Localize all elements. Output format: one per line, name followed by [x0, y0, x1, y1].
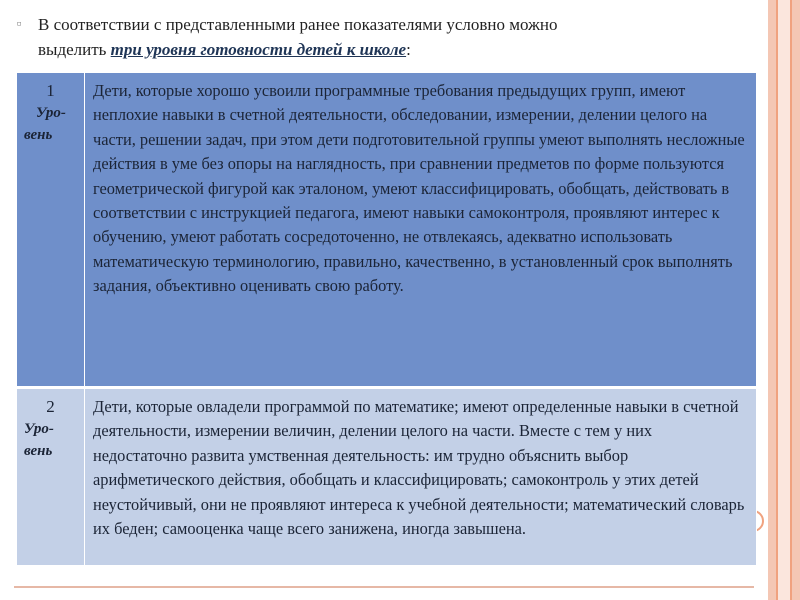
level-word-part1: Уро-	[24, 421, 54, 437]
intro-line-2	[38, 37, 738, 62]
intro-suffix: :	[406, 40, 411, 59]
level-word-part2: вень	[24, 443, 53, 459]
intro-paragraph	[16, 12, 738, 62]
table-row	[17, 388, 757, 566]
intro-line-1: В соответствии с представленными ранее показателями условно можно	[38, 15, 558, 34]
level-cell	[17, 388, 85, 566]
bullet-icon: ▫	[16, 17, 22, 32]
level-word-part2: вень	[24, 127, 53, 143]
level-number: 2	[46, 397, 55, 416]
level-description: Дети, которые овладели программой по математике; имеют определенные навыки в счетной деятельности, измерении величин, делении целого на части. Вместе с тем у них недостаточно развита умственная деятельность: им трудно объяснить выбор арифметического действия, обобщать и классифицировать; самоконтроль у этих детей неустойчивый, они не проявляют интереса к учебной деятельности; математический словарь их беден; самооценка чаще всего занижена, иногда завышена.	[85, 388, 757, 566]
level-number: 1	[46, 81, 55, 100]
readiness-levels-table	[16, 72, 757, 566]
decorative-side-stripe	[776, 0, 792, 600]
bottom-divider	[14, 586, 754, 588]
intro-prefix: выделить	[38, 40, 111, 59]
level-cell	[17, 73, 85, 388]
level-description: Дети, которые хорошо усвоили программные требования предыдущих групп, имеют неплохие навыки в счетной деятельности, обследовании, измерении, делении целого на части, решении задач, при этом дети подготовительной группы умеют выполнять несложные действия в уме без опоры на наглядность, при сравнении предметов по форме пользуются геометрической фигурой как эталоном, умеют классифицировать, обобщать, действовать в соответствии с инструкцией педагога, имеют навыки самоконтроля, проявляют интерес к обучению, умеют работать сосредоточенно, не отвлекаясь, адекватно использовать математическую терминологию, правильно, качественно, в установленный срок выполнять задания, объективно оценивать свою работу.	[85, 73, 757, 388]
table-row	[17, 73, 757, 388]
level-word-part1: Уро-	[36, 105, 66, 121]
intro-emphasis: три уровня готовности детей к школе	[110, 40, 407, 59]
